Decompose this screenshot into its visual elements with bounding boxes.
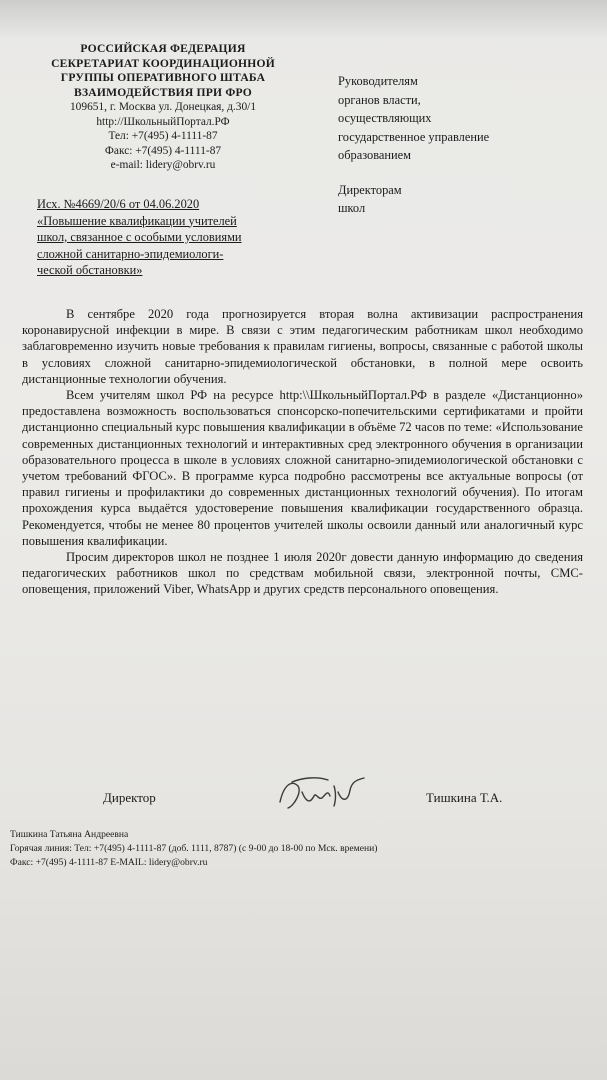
outgoing-number: Исх. №4669/20/6 от 04.06.2020 xyxy=(37,197,200,211)
org-line-3: ГРУППЫ ОПЕРАТИВНОГО ШТАБА xyxy=(60,71,266,84)
signature-row xyxy=(0,790,607,820)
hotline-line: Горячая линия: Тел: +7(495) 4-1111-87 (доб. 1111, 8787) (с 9-00 до 18-00 по Мск. времени) xyxy=(10,843,378,854)
subject-line: сложной санитарно-эпидемиологи- xyxy=(37,246,224,261)
handwritten-signature xyxy=(272,772,372,816)
reference-block xyxy=(28,196,318,279)
org-line-2: СЕКРЕТАРИАТ КООРДИНАЦИОННОЙ xyxy=(51,56,275,70)
recipients-block xyxy=(338,72,568,218)
recipient-line: Директорам xyxy=(338,182,402,197)
org-line-4: ВЗАИМОДЕЙСТВИЯ ПРИ ФРО xyxy=(74,85,252,99)
recipient-line: осуществляющих xyxy=(338,111,432,125)
recipient-line: органов власти, xyxy=(338,92,421,107)
top-shadow xyxy=(0,0,607,40)
sender-address: 109651, г. Москва ул. Донецкая, д.30/1 xyxy=(69,101,257,113)
org-line-1: РОССИЙСКАЯ ФЕДЕРАЦИЯ xyxy=(80,42,246,55)
body-paragraph-3: Просим директоров школ не позднее 1 июля 2020г довести данную информацию до сведения педагогических работников школ по средствам мобильной связи, электронной почты, СМС-оповещения, приложений Viber, WhatsApp и других средств персонального оповещения. xyxy=(22,550,583,597)
body-paragraph-2: Всем учителям школ РФ на ресурсе http:\\ШкольныйПортал.РФ в разделе «Дистанционно» предоставлена возможность воспользоваться спонсорско-попечительскими сертификатами и пройти дистанционно специальный курс повышения квалификации в объёме 72 часов по теме: «Использование современных дистанционных технологий и интерактивных сред электронного обучения в организации образовательного процесса в школе в условиях сложной санитарно-эпидемиологической обстановки с учетом требований ФГОС». В программе курса подробно рассмотрены все актуальные вопросы (от правил гигиены и профилактики до современных дистанционных технологий обучения). По итогам прохождения курса выдаётся удостоверение повышения квалификации государственного образца. Рекомендуется, чтобы не менее 80 процентов учителей школы освоили данный или аналогичный курс повышения квалификации. xyxy=(22,388,583,548)
sender-site: http://ШкольныйПортал.РФ xyxy=(96,115,230,128)
recipients-gap xyxy=(338,165,568,181)
recipient-line: Руководителям xyxy=(338,74,418,88)
executor-name: Тишкина Татьяна Андреевна xyxy=(10,829,129,840)
letter-body xyxy=(22,306,583,598)
sender-fax: Факс: +7(495) 4-1111-87 xyxy=(104,144,222,157)
subject-line: ческой обстановки» xyxy=(37,263,143,277)
recipient-line: школ xyxy=(338,201,366,215)
recipient-line: образованием xyxy=(338,148,412,162)
sender-header xyxy=(38,42,288,173)
footer-contacts xyxy=(10,828,600,870)
signer-title: Директор xyxy=(103,790,156,805)
sender-email: e-mail: lidery@obrv.ru xyxy=(110,159,216,171)
fax-email-line: Факс: +7(495) 4-1111-87 E-MAIL: lidery@obrv.ru xyxy=(10,857,208,868)
subject-line: «Повышение квалификации учителей xyxy=(37,213,237,228)
sender-tel: Тел: +7(495) 4-1111-87 xyxy=(108,130,218,142)
recipient-line: государственное управление xyxy=(338,129,490,144)
body-paragraph-1: В сентябре 2020 года прогнозируется вторая волна активизации распространения коронавирусной инфекции в мире. В связи с этим педагогическим работникам школ необходимо заблаговременно изучить новые требования к правилам гигиены, вопросы, связанные с работой школы в условиях сложной санитарно-эпидемиологической обстановки, в полной мере освоить дистанционные технологии обучения. xyxy=(22,307,583,386)
subject-line: школ, связанное с особыми условиями xyxy=(37,230,242,244)
signer-name: Тишкина Т.А. xyxy=(426,790,503,805)
